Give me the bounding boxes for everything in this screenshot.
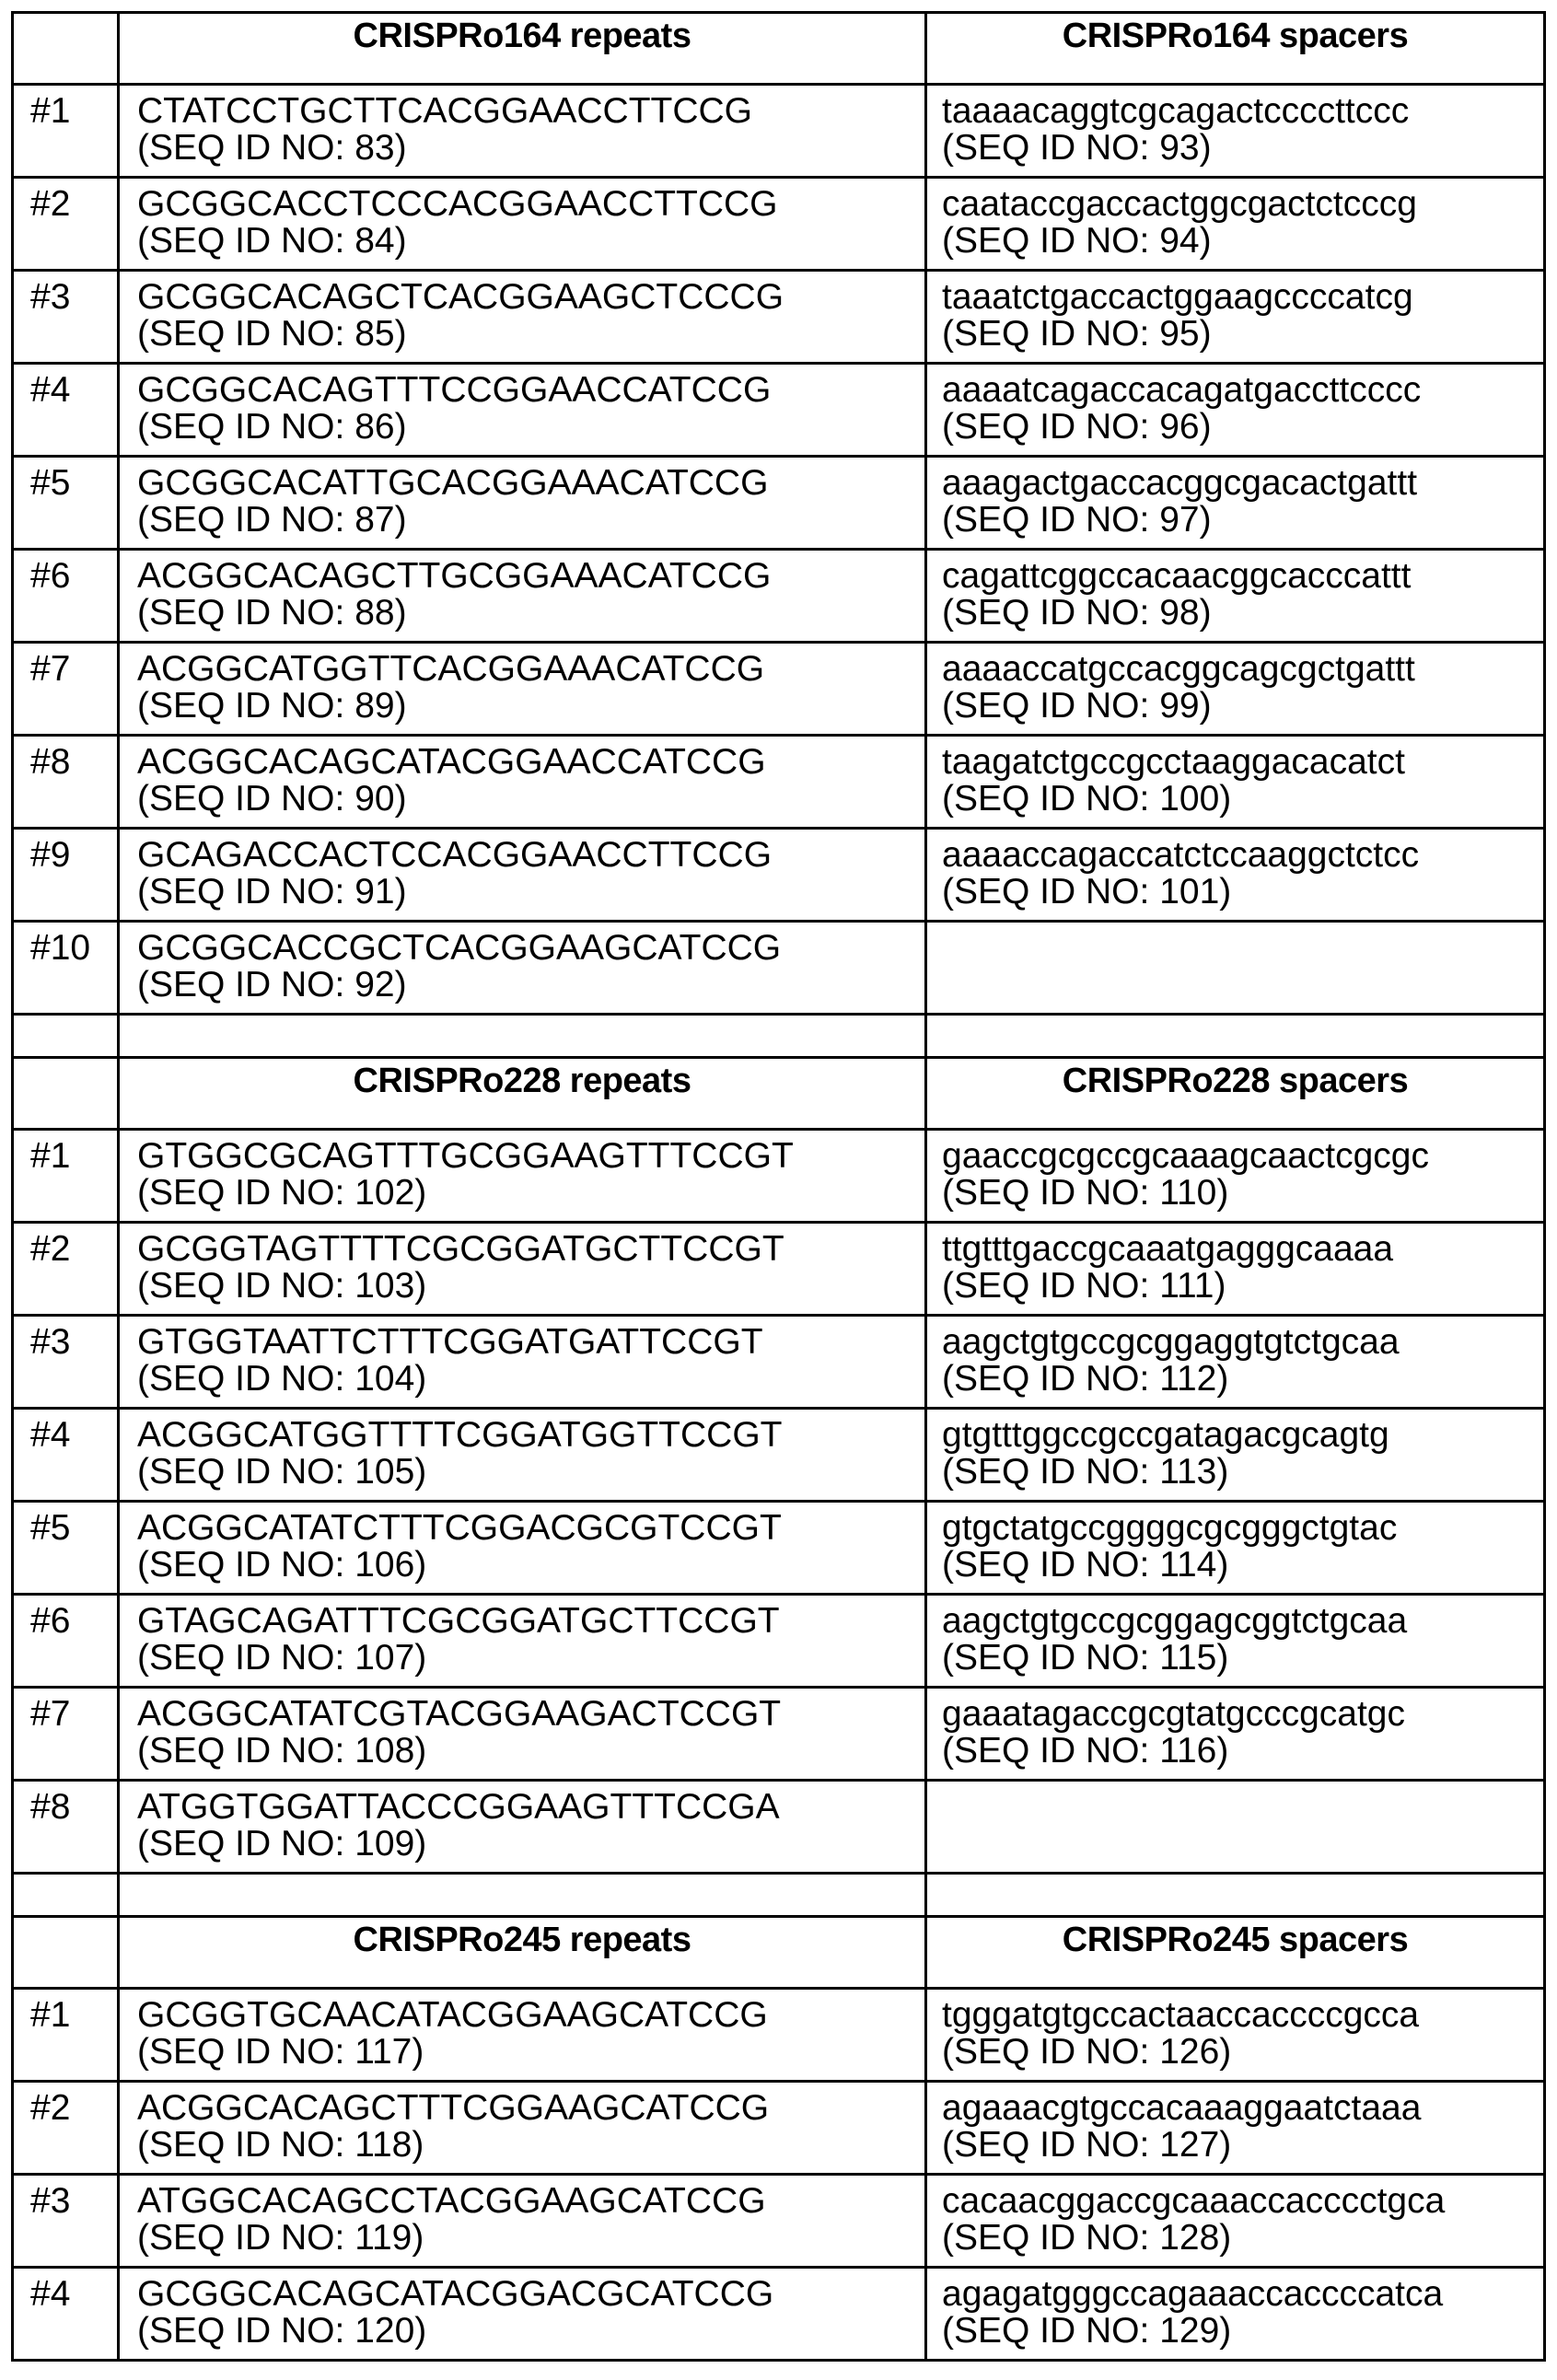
spacer-cell <box>926 550 1545 643</box>
repeat-cell <box>119 1316 926 1409</box>
spacer-cell <box>926 1223 1545 1316</box>
spacers-header: CRISPRo164 spacers <box>926 13 1545 85</box>
section-header-row <box>13 13 1545 85</box>
row-index: #3 <box>13 271 119 364</box>
table-row <box>13 2082 1545 2175</box>
table-row <box>13 2268 1545 2361</box>
row-index: #6 <box>13 1595 119 1688</box>
repeat-seq-id: (SEQ ID NO: 103) <box>137 1268 924 1305</box>
repeat-sequence: GCGGCACCTCCCACGGAACCTTCCG <box>137 186 924 223</box>
row-index: #10 <box>13 922 119 1015</box>
repeat-sequence: GCGGCACAGTTTCCGGAACCATCCG <box>137 372 924 409</box>
repeat-sequence: ATGGCACAGCCTACGGAAGCATCCG <box>137 2183 924 2220</box>
spacer-cell <box>926 1130 1545 1223</box>
spacer-seq-id: (SEQ ID NO: 94) <box>942 223 1543 260</box>
row-index: #8 <box>13 736 119 829</box>
empty-cell <box>13 1874 119 1917</box>
repeat-cell <box>119 2175 926 2268</box>
repeat-seq-id: (SEQ ID NO: 88) <box>137 595 924 632</box>
repeat-sequence: ATGGTGGATTACCCGGAAGTTTCCGA <box>137 1789 924 1826</box>
row-index: #1 <box>13 1130 119 1223</box>
spacer-seq-id: (SEQ ID NO: 115) <box>942 1640 1543 1677</box>
spacer-seq-id: (SEQ ID NO: 114) <box>942 1547 1543 1584</box>
spacer-cell <box>926 1409 1545 1502</box>
repeat-sequence: ACGGCACAGCTTTCGGAAGCATCCG <box>137 2090 924 2127</box>
table-row <box>13 1989 1545 2082</box>
repeat-seq-id: (SEQ ID NO: 104) <box>137 1361 924 1398</box>
table-row <box>13 178 1545 271</box>
spacer-row <box>13 1874 1545 1917</box>
row-index: #3 <box>13 1316 119 1409</box>
crispr-sequence-table <box>11 11 1546 2362</box>
spacer-sequence: agagatgggccagaaaccaccccatca <box>942 2276 1543 2313</box>
spacer-cell <box>926 1989 1545 2082</box>
repeat-cell <box>119 2268 926 2361</box>
repeat-seq-id: (SEQ ID NO: 117) <box>137 2034 924 2071</box>
repeat-seq-id: (SEQ ID NO: 87) <box>137 502 924 539</box>
spacer-seq-id: (SEQ ID NO: 129) <box>942 2313 1543 2350</box>
repeat-seq-id: (SEQ ID NO: 92) <box>137 967 924 1004</box>
repeat-sequence: ACGGCACAGCATACGGAACCATCCG <box>137 744 924 781</box>
repeat-cell <box>119 736 926 829</box>
repeat-sequence: GCGGCACATTGCACGGAAACATCCG <box>137 465 924 502</box>
row-index: #6 <box>13 550 119 643</box>
repeat-seq-id: (SEQ ID NO: 109) <box>137 1826 924 1863</box>
table-row <box>13 829 1545 922</box>
repeat-sequence: GTGGCGCAGTTTGCGGAAGTTTCCGT <box>137 1138 924 1175</box>
spacer-sequence: aagctgtgccgcggagcggtctgcaa <box>942 1603 1543 1640</box>
spacer-cell <box>926 457 1545 550</box>
repeat-seq-id: (SEQ ID NO: 84) <box>137 223 924 260</box>
empty-cell <box>13 1015 119 1058</box>
spacer-seq-id: (SEQ ID NO: 127) <box>942 2127 1543 2164</box>
spacer-seq-id: (SEQ ID NO: 126) <box>942 2034 1543 2071</box>
spacer-cell <box>926 736 1545 829</box>
table-row <box>13 736 1545 829</box>
repeat-sequence: ACGGCATGGTTCACGGAAACATCCG <box>137 651 924 688</box>
repeat-sequence: ACGGCATATCGTACGGAAGACTCCGT <box>137 1696 924 1733</box>
repeat-cell <box>119 1595 926 1688</box>
spacer-sequence: aaaaccagaccatctccaaggctctcc <box>942 837 1543 874</box>
empty-header-cell <box>13 13 119 85</box>
spacer-seq-id: (SEQ ID NO: 112) <box>942 1361 1543 1398</box>
repeat-sequence: ACGGCATGGTTTTCGGATGGTTCCGT <box>137 1417 924 1454</box>
spacer-sequence: gtgtttggccgccgatagacgcagtg <box>942 1417 1543 1454</box>
table-row <box>13 271 1545 364</box>
spacer-cell <box>926 1781 1545 1874</box>
repeat-cell <box>119 1223 926 1316</box>
repeat-sequence: GCGGCACAGCTCACGGAAGCTCCCG <box>137 279 924 316</box>
spacers-header: CRISPRo245 spacers <box>926 1917 1545 1989</box>
repeat-cell <box>119 1989 926 2082</box>
empty-cell <box>926 1874 1545 1917</box>
row-index: #4 <box>13 364 119 457</box>
spacer-seq-id: (SEQ ID NO: 93) <box>942 130 1543 167</box>
table-row <box>13 1502 1545 1595</box>
repeat-seq-id: (SEQ ID NO: 107) <box>137 1640 924 1677</box>
repeat-seq-id: (SEQ ID NO: 105) <box>137 1454 924 1491</box>
repeats-header: CRISPRo164 repeats <box>119 13 926 85</box>
row-index: #1 <box>13 1989 119 2082</box>
spacer-cell <box>926 1688 1545 1781</box>
spacer-seq-id: (SEQ ID NO: 110) <box>942 1175 1543 1212</box>
spacer-seq-id: (SEQ ID NO: 95) <box>942 316 1543 353</box>
table-row <box>13 922 1545 1015</box>
repeat-sequence: GCGGCACAGCATACGGACGCATCCG <box>137 2276 924 2313</box>
repeat-seq-id: (SEQ ID NO: 90) <box>137 781 924 818</box>
repeats-header: CRISPRo245 repeats <box>119 1917 926 1989</box>
row-index: #1 <box>13 85 119 178</box>
repeat-cell <box>119 85 926 178</box>
spacer-sequence: taaaacaggtcgcagactccccttccc <box>942 93 1543 130</box>
table-row <box>13 643 1545 736</box>
repeat-seq-id: (SEQ ID NO: 86) <box>137 409 924 446</box>
row-index: #5 <box>13 1502 119 1595</box>
repeat-cell <box>119 1502 926 1595</box>
table-row <box>13 2175 1545 2268</box>
repeat-cell <box>119 643 926 736</box>
repeat-seq-id: (SEQ ID NO: 83) <box>137 130 924 167</box>
spacer-seq-id: (SEQ ID NO: 128) <box>942 2220 1543 2257</box>
repeat-cell <box>119 364 926 457</box>
repeat-seq-id: (SEQ ID NO: 108) <box>137 1733 924 1770</box>
table-row <box>13 1595 1545 1688</box>
spacer-cell <box>926 922 1545 1015</box>
spacer-seq-id: (SEQ ID NO: 113) <box>942 1454 1543 1491</box>
repeat-cell <box>119 2082 926 2175</box>
spacers-header: CRISPRo228 spacers <box>926 1058 1545 1130</box>
spacer-seq-id: (SEQ ID NO: 98) <box>942 595 1543 632</box>
row-index: #4 <box>13 2268 119 2361</box>
repeat-sequence: GTAGCAGATTTCGCGGATGCTTCCGT <box>137 1603 924 1640</box>
table-row <box>13 364 1545 457</box>
table-row <box>13 1130 1545 1223</box>
table-row <box>13 85 1545 178</box>
repeat-cell <box>119 1130 926 1223</box>
repeat-cell <box>119 178 926 271</box>
empty-header-cell <box>13 1917 119 1989</box>
empty-header-cell <box>13 1058 119 1130</box>
spacer-sequence: tgggatgtgccactaaccaccccgcca <box>942 1997 1543 2034</box>
spacer-seq-id: (SEQ ID NO: 100) <box>942 781 1543 818</box>
table-row <box>13 1223 1545 1316</box>
spacer-sequence: gaaatagaccgcgtatgcccgcatgc <box>942 1696 1543 1733</box>
repeat-seq-id: (SEQ ID NO: 118) <box>137 2127 924 2164</box>
table-row <box>13 1409 1545 1502</box>
row-index: #5 <box>13 457 119 550</box>
repeat-seq-id: (SEQ ID NO: 120) <box>137 2313 924 2350</box>
repeat-sequence: CTATCCTGCTTCACGGAACCTTCCG <box>137 93 924 130</box>
repeat-cell <box>119 550 926 643</box>
spacer-sequence: gtgctatgccggggcgcgggctgtac <box>942 1510 1543 1547</box>
spacer-sequence: taagatctgccgcctaaggacacatct <box>942 744 1543 781</box>
spacer-sequence: aaagactgaccacggcgacactgattt <box>942 465 1543 502</box>
spacer-cell <box>926 1502 1545 1595</box>
spacer-sequence: cagattcggccacaacggcacccattt <box>942 558 1543 595</box>
table-row <box>13 457 1545 550</box>
section-header-row <box>13 1917 1545 1989</box>
spacer-seq-id: (SEQ ID NO: 99) <box>942 688 1543 725</box>
table-body <box>13 13 1545 2361</box>
row-index: #7 <box>13 643 119 736</box>
empty-cell <box>926 1015 1545 1058</box>
spacer-cell <box>926 1316 1545 1409</box>
repeat-seq-id: (SEQ ID NO: 89) <box>137 688 924 725</box>
spacer-seq-id: (SEQ ID NO: 111) <box>942 1268 1543 1305</box>
spacer-sequence: gaaccgcgccgcaaagcaactcgcgc <box>942 1138 1543 1175</box>
spacer-sequence: aaaaccatgccacggcagcgctgattt <box>942 651 1543 688</box>
table-row <box>13 1781 1545 1874</box>
spacer-sequence: agaaacgtgccacaaaggaatctaaa <box>942 2090 1543 2127</box>
spacer-cell <box>926 2082 1545 2175</box>
spacer-cell <box>926 2268 1545 2361</box>
repeat-seq-id: (SEQ ID NO: 91) <box>137 874 924 911</box>
repeat-cell <box>119 1688 926 1781</box>
repeat-sequence: GCGGCACCGCTCACGGAAGCATCCG <box>137 930 924 967</box>
repeat-seq-id: (SEQ ID NO: 119) <box>137 2220 924 2257</box>
repeat-cell <box>119 1409 926 1502</box>
empty-cell <box>119 1015 926 1058</box>
repeat-cell <box>119 1781 926 1874</box>
row-index: #4 <box>13 1409 119 1502</box>
table-row <box>13 550 1545 643</box>
row-index: #3 <box>13 2175 119 2268</box>
repeat-sequence: ACGGCACAGCTTGCGGAAACATCCG <box>137 558 924 595</box>
spacer-cell <box>926 364 1545 457</box>
repeat-sequence: GTGGTAATTCTTTCGGATGATTCCGT <box>137 1324 924 1361</box>
row-index: #7 <box>13 1688 119 1781</box>
spacer-cell <box>926 2175 1545 2268</box>
repeat-sequence: GCGGTGCAACATACGGAAGCATCCG <box>137 1997 924 2034</box>
repeat-sequence: ACGGCATATCTTTCGGACGCGTCCGT <box>137 1510 924 1547</box>
spacer-sequence: cacaacggaccgcaaaccacccctgca <box>942 2183 1543 2220</box>
spacer-sequence: aaaatcagaccacagatgaccttcccc <box>942 372 1543 409</box>
empty-cell <box>119 1874 926 1917</box>
repeat-cell <box>119 457 926 550</box>
spacer-seq-id: (SEQ ID NO: 116) <box>942 1733 1543 1770</box>
spacer-sequence: taaatctgaccactggaagccccatcg <box>942 279 1543 316</box>
spacer-row <box>13 1015 1545 1058</box>
table-row <box>13 1316 1545 1409</box>
spacer-sequence: caataccgaccactggcgactctcccg <box>942 186 1543 223</box>
spacer-cell <box>926 271 1545 364</box>
spacer-cell <box>926 1595 1545 1688</box>
spacer-seq-id: (SEQ ID NO: 101) <box>942 874 1543 911</box>
spacer-seq-id: (SEQ ID NO: 96) <box>942 409 1543 446</box>
repeat-sequence: GCAGACCACTCCACGGAACCTTCCG <box>137 837 924 874</box>
repeat-seq-id: (SEQ ID NO: 106) <box>137 1547 924 1584</box>
row-index: #9 <box>13 829 119 922</box>
row-index: #8 <box>13 1781 119 1874</box>
spacer-cell <box>926 643 1545 736</box>
spacer-seq-id: (SEQ ID NO: 97) <box>942 502 1543 539</box>
repeat-sequence: GCGGTAGTTTTCGCGGATGCTTCCGT <box>137 1231 924 1268</box>
spacer-cell <box>926 178 1545 271</box>
table-row <box>13 1688 1545 1781</box>
repeat-cell <box>119 922 926 1015</box>
repeat-cell <box>119 829 926 922</box>
repeat-cell <box>119 271 926 364</box>
row-index: #2 <box>13 1223 119 1316</box>
section-header-row <box>13 1058 1545 1130</box>
spacer-sequence: ttgtttgaccgcaaatgagggcaaaa <box>942 1231 1543 1268</box>
row-index: #2 <box>13 2082 119 2175</box>
repeats-header: CRISPRo228 repeats <box>119 1058 926 1130</box>
spacer-cell <box>926 85 1545 178</box>
row-index: #2 <box>13 178 119 271</box>
repeat-seq-id: (SEQ ID NO: 85) <box>137 316 924 353</box>
repeat-seq-id: (SEQ ID NO: 102) <box>137 1175 924 1212</box>
spacer-cell <box>926 829 1545 922</box>
spacer-sequence: aagctgtgccgcggaggtgtctgcaa <box>942 1324 1543 1361</box>
